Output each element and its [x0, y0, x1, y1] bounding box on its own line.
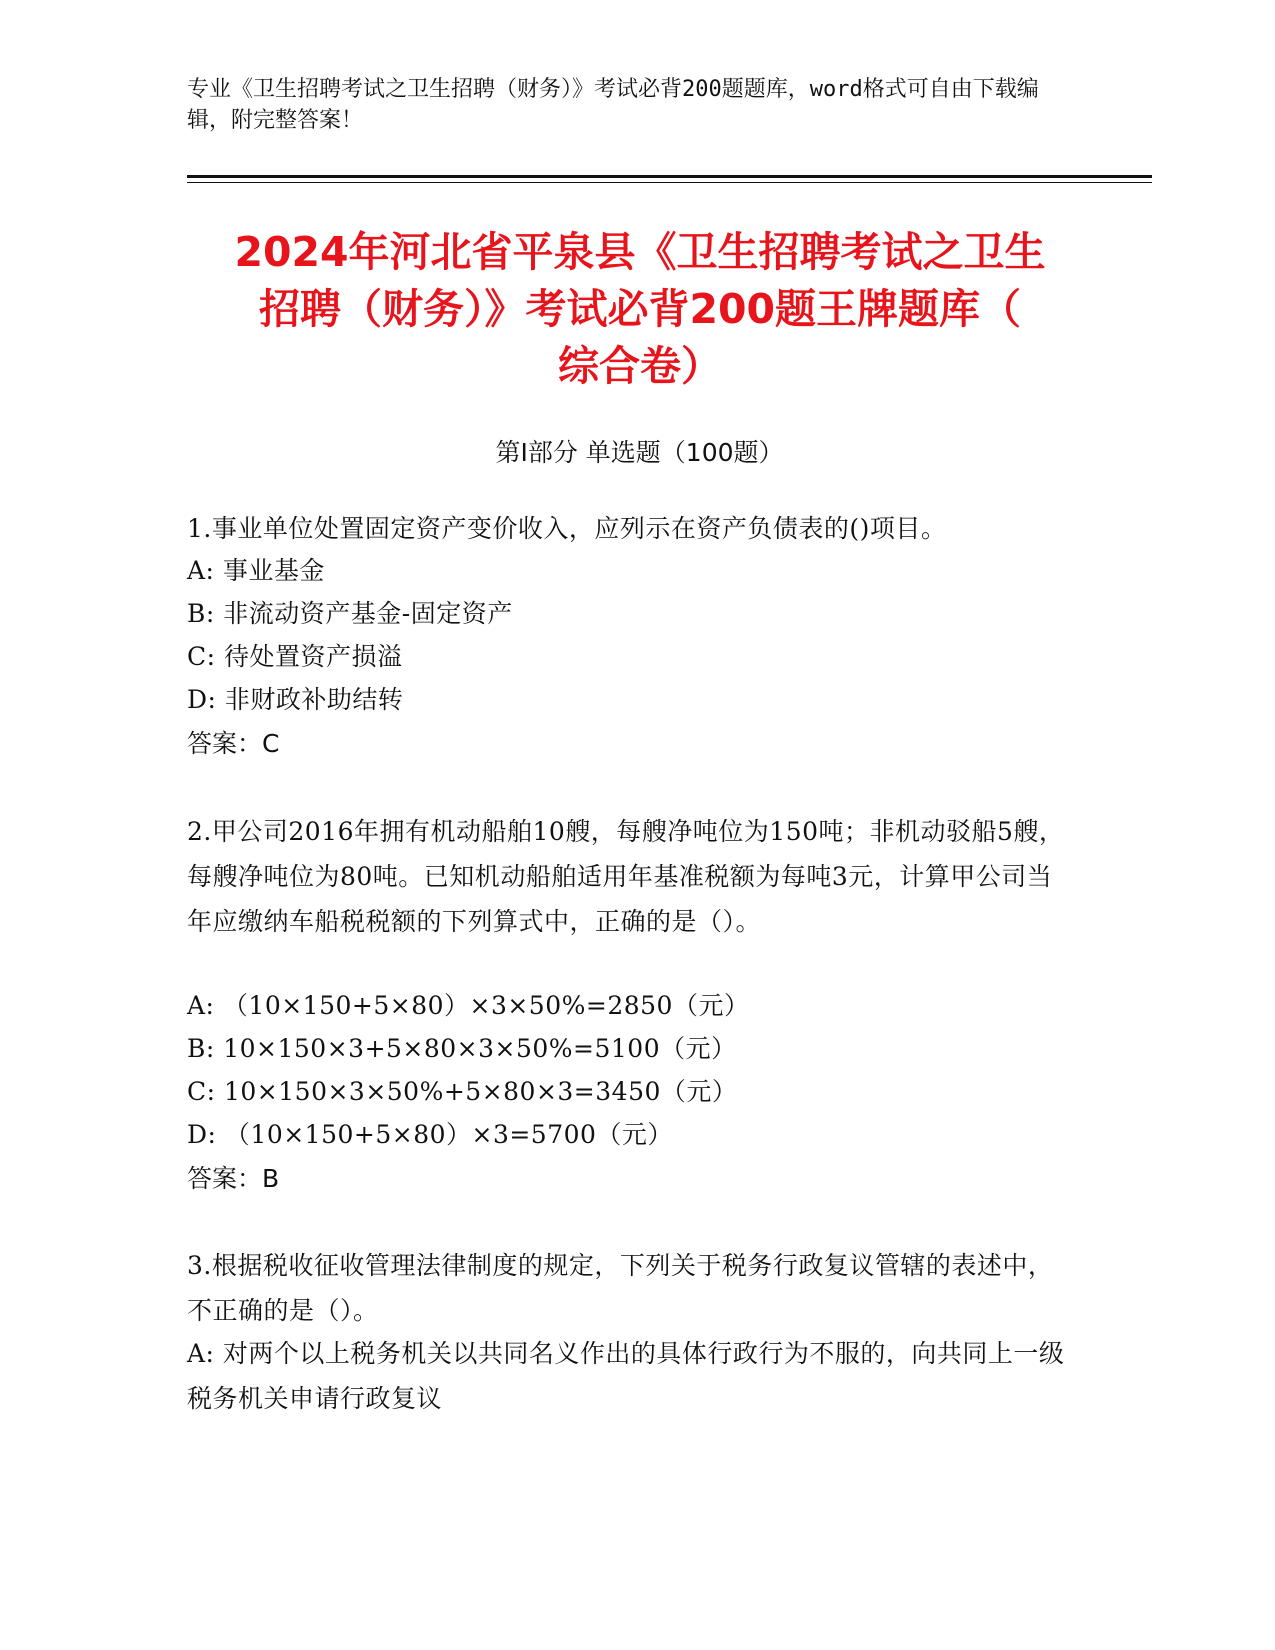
question-2-answer: 答案：B	[187, 1164, 280, 1193]
header-note: 专业《卫生招聘考试之卫生招聘（财务）》考试必背200题题库，word格式可自由下载编辑，附完整答案！	[187, 77, 1039, 133]
question-1-option-c: C: 待处置资产损溢	[187, 642, 403, 671]
document-title	[175, 224, 1105, 395]
question-1-option-d: D: 非财政补助结转	[187, 685, 404, 714]
title-line: 招聘（财务）》考试必背200题王牌题库（	[258, 285, 1022, 333]
question-3-text: 3.根据税收征收管理法律制度的规定，下列关于税务行政复议管辖的表述中，不正确的是（）。	[187, 1251, 1054, 1325]
header-divider-thin	[187, 182, 1152, 183]
question-2-option-d: D: （10×150+5×80）×3=5700（元）	[187, 1120, 673, 1149]
question-2-option-a: A: （10×150+5×80）×3×50%=2850（元）	[187, 991, 750, 1020]
section-title: 第I部分 单选题（100题）	[495, 438, 784, 467]
title-line: 综合卷）	[558, 342, 722, 390]
question-3-option-a: A: 对两个以上税务机关以共同名义作出的具体行政行为不服的，向共同上一级税务机关申请行政复议	[187, 1339, 1065, 1413]
title-line: 2024年河北省平泉县《卫生招聘考试之卫生	[234, 228, 1046, 276]
question-1-option-a: A: 事业基金	[187, 556, 325, 585]
header-divider-thick	[187, 175, 1152, 178]
question-2-text: 2.甲公司2016年拥有机动船舶10艘，每艘净吨位为150吨；非机动驳船5艘，每艘净吨位为80吨。已知机动船舶适用年基准税额为每吨3元，计算甲公司当年应缴纳车船税税额的下列算式中，正确的是（）。	[187, 817, 1065, 936]
question-1-answer: 答案：C	[187, 729, 280, 758]
question-2-option-c: C: 10×150×3×50%+5×80×3=3450（元）	[187, 1077, 738, 1106]
question-1-option-b: B: 非流动资产基金-固定资产	[187, 599, 513, 628]
question-2-option-b: B: 10×150×3+5×80×3×50%=5100（元）	[187, 1034, 737, 1063]
question-1-text: 1.事业单位处置固定资产变价收入，应列示在资产负债表的()项目。	[187, 514, 947, 543]
